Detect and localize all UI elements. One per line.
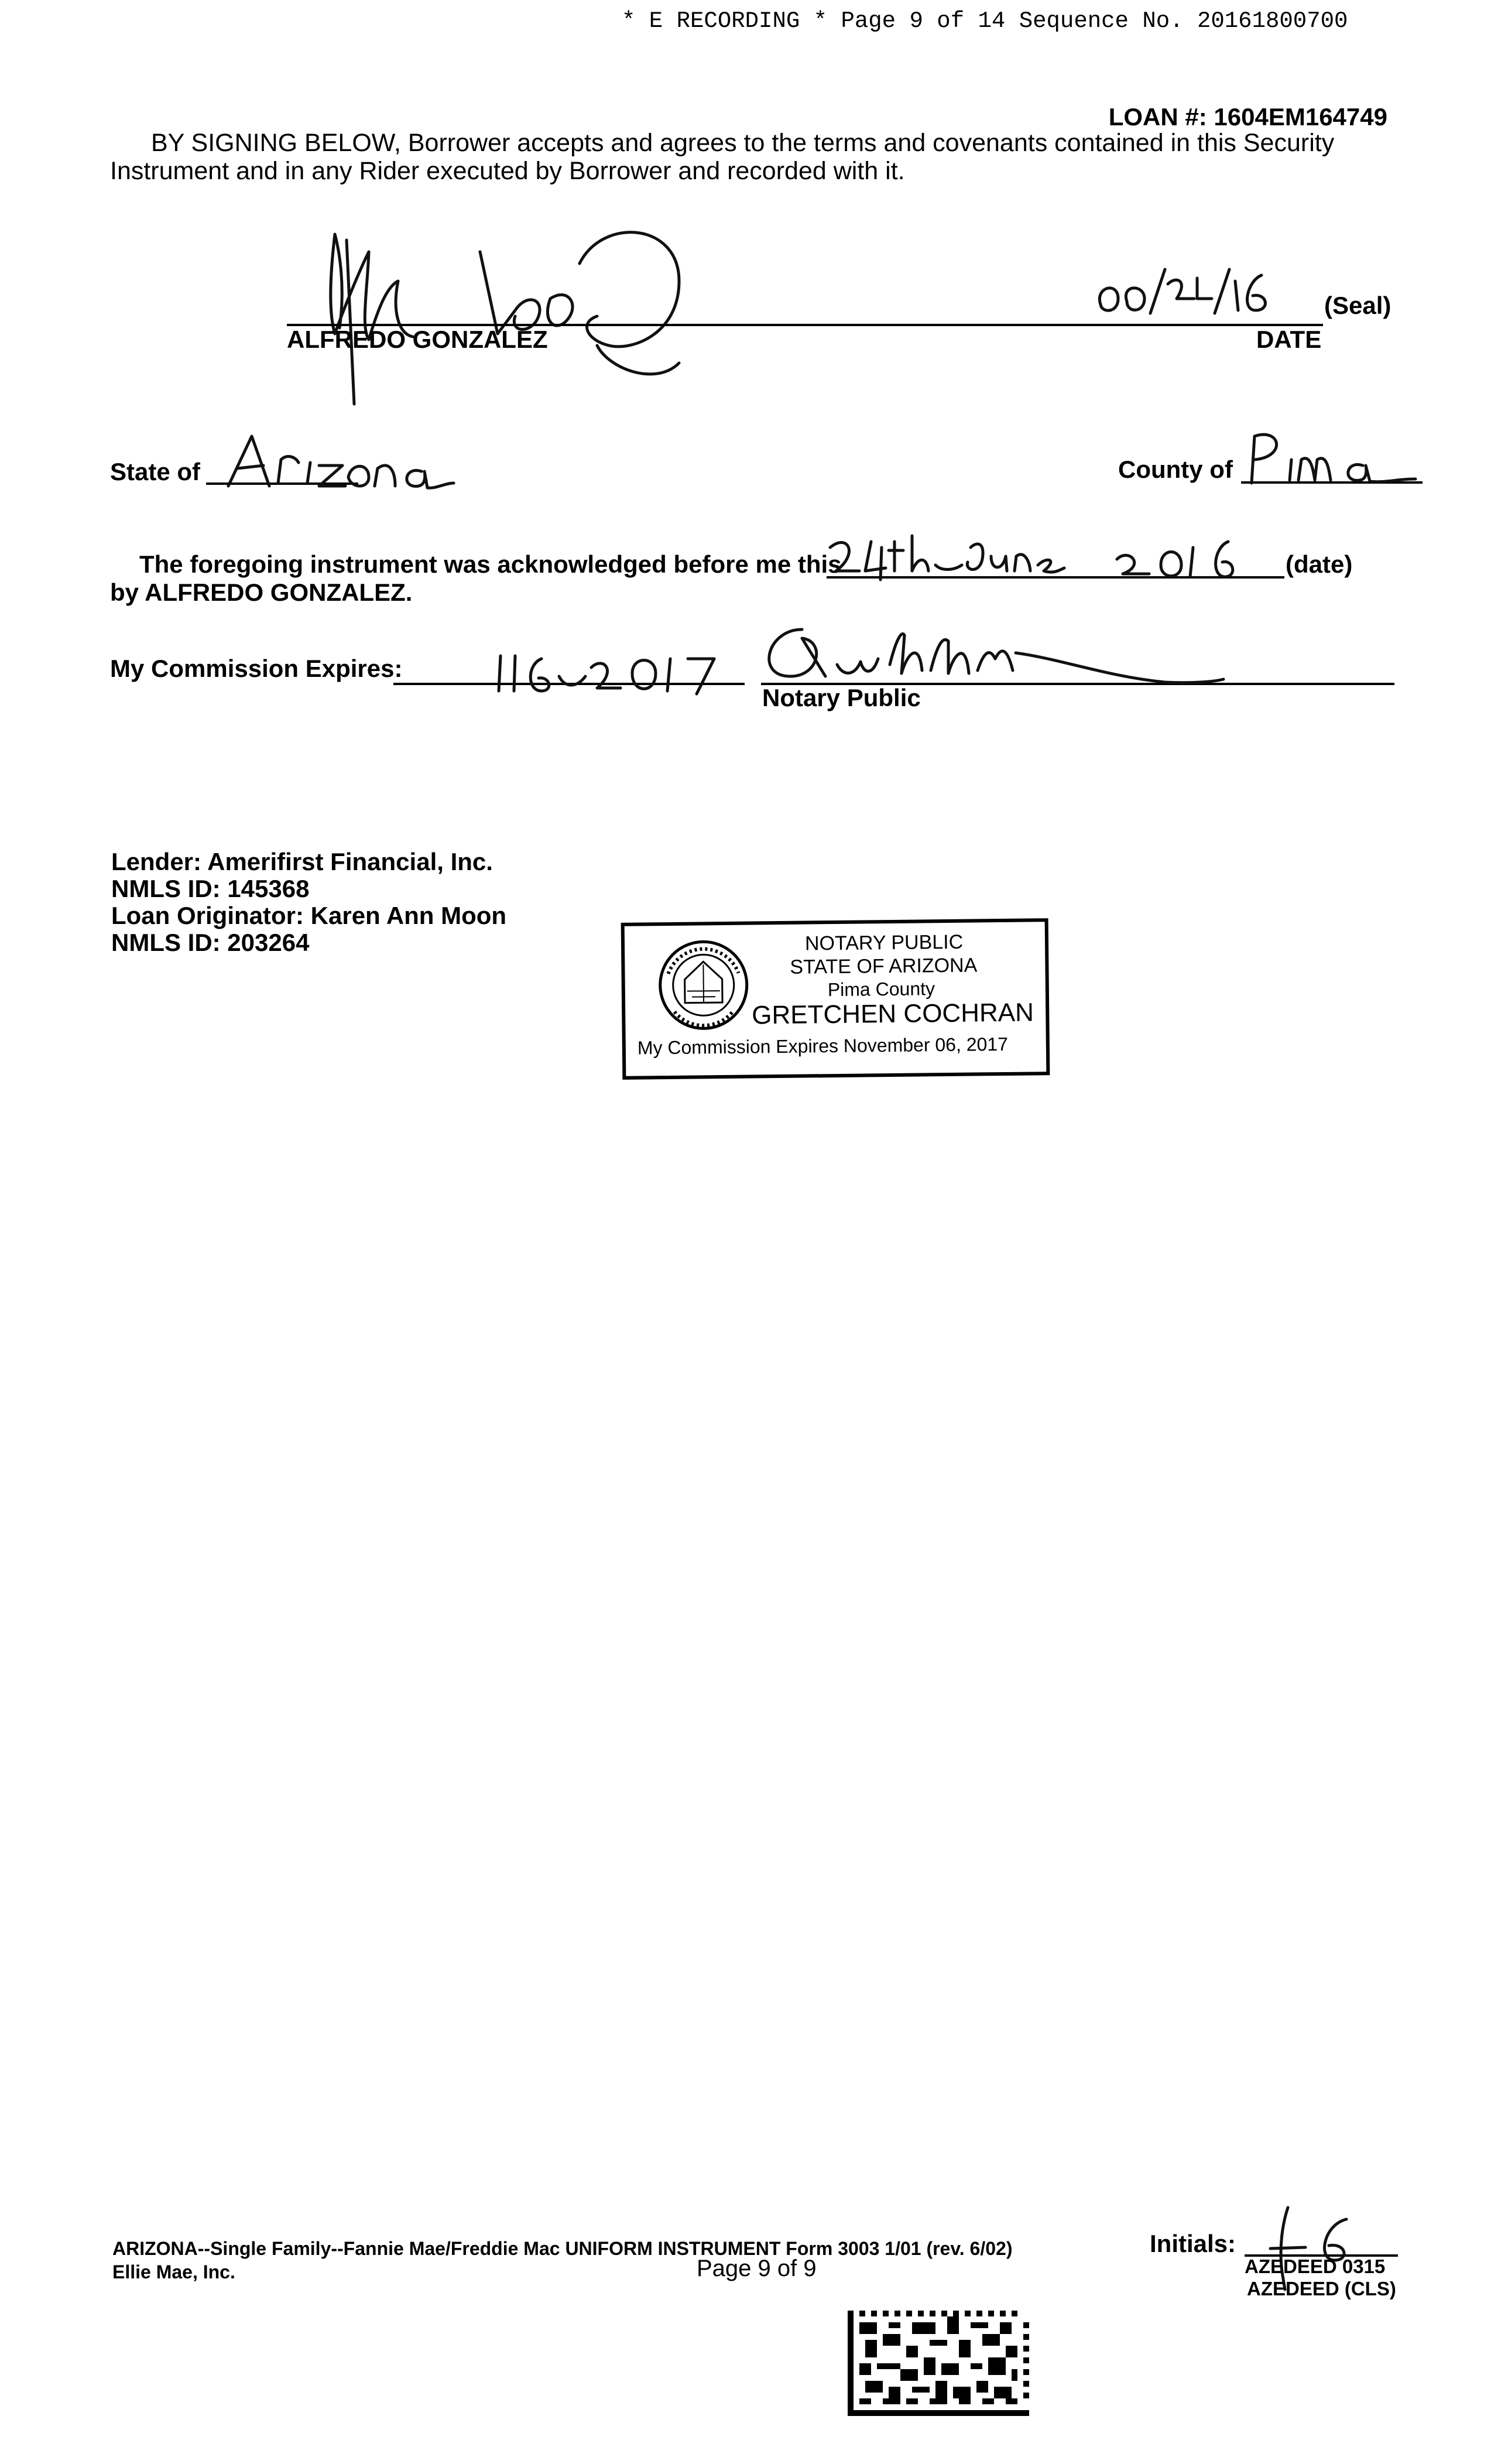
signed-date-handwriting-icon [1095, 258, 1270, 322]
stamp-line-2: STATE OF ARIZONA [790, 954, 978, 978]
lender-line-3: Loan Originator: Karen Ann Moon [111, 902, 507, 929]
notary-signature-icon [755, 618, 1235, 694]
stamp-line-5: My Commission Expires November 06, 2017 [637, 1033, 1009, 1059]
barcode-icon [848, 2311, 1029, 2416]
footer-vendor: Ellie Mae, Inc. [112, 2261, 235, 2282]
acknowledgment-line-1: The foregoing instrument was acknowledged before me this [139, 550, 842, 578]
intro-line-2: Instrument and in any Rider executed by Borrower and recorded with it. [110, 157, 905, 185]
loan-number: LOAN #: 1604EM164749 [1108, 103, 1387, 131]
commission-handwriting-icon [492, 644, 738, 697]
footer-form-line: ARIZONA--Single Family--Fannie Mae/Freddie Mac UNIFORM INSTRUMENT Form 3003 1/01 (rev. 6/02) [112, 2238, 1013, 2259]
stamp-line-4: GRETCHEN COCHRAN [752, 998, 1034, 1030]
commission-label: My Commission Expires: [110, 655, 403, 682]
footer-page-number: Page 9 of 9 [697, 2256, 817, 2281]
state-label: State of [110, 458, 201, 485]
date-label: DATE [1256, 326, 1322, 353]
recording-header: * E RECORDING * Page 9 of 14 Sequence No. 20161800700 [622, 8, 1348, 34]
lender-line-4: NMLS ID: 203264 [111, 929, 310, 956]
acknowledgment-line-2: by ALFREDO GONZALEZ. [110, 579, 413, 606]
notary-public-label: Notary Public [762, 684, 921, 711]
county-label: County of [1118, 456, 1233, 483]
notary-stamp [621, 918, 1050, 1080]
intro-line-1: BY SIGNING BELOW, Borrower accepts and agrees to the terms and covenants contained in this Security [151, 129, 1335, 157]
stamp-line-1: NOTARY PUBLIC [804, 930, 964, 955]
lender-line-1: Lender: Amerifirst Financial, Inc. [111, 848, 493, 875]
lender-line-2: NMLS ID: 145368 [111, 875, 310, 902]
acknowledgment-date-handwriting-icon [824, 524, 1287, 588]
borrower-name: ALFREDO GONZALEZ [287, 326, 548, 353]
initials-label: Initials: [1150, 2230, 1236, 2257]
borrower-signature-icon [304, 217, 714, 416]
county-handwriting-icon [1240, 427, 1427, 492]
state-seal-icon [656, 938, 751, 1033]
seal-label: (Seal) [1324, 292, 1392, 319]
footer-code-1: AZEDEED 0315 [1245, 2256, 1386, 2277]
footer-code-2: AZEDEED (CLS) [1247, 2278, 1396, 2299]
stamp-line-3: Pima County [827, 978, 935, 1001]
date-suffix: (date) [1286, 550, 1353, 578]
state-handwriting-icon [222, 430, 468, 501]
